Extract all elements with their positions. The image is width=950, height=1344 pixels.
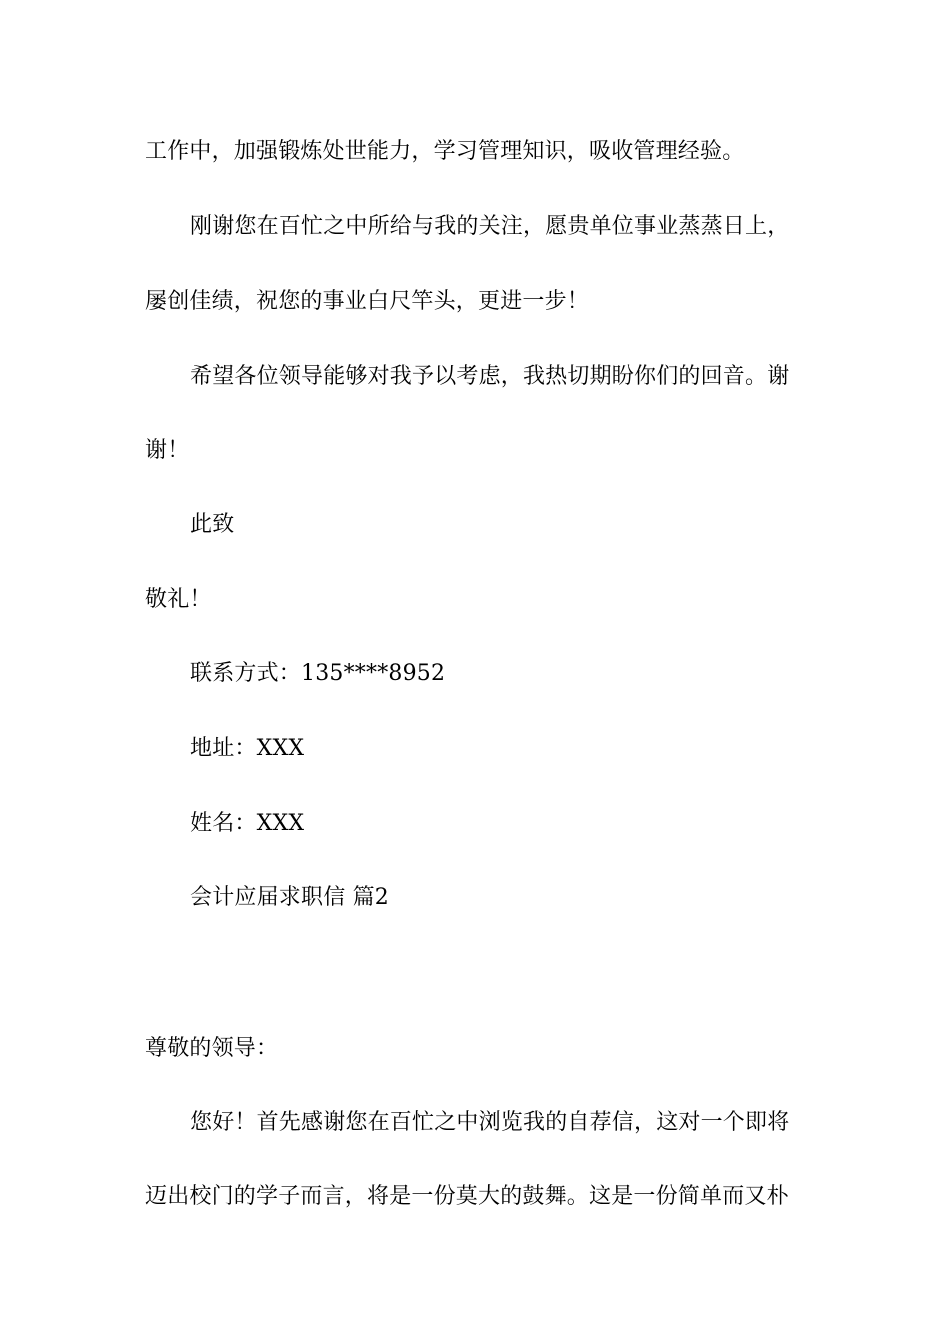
- paragraph-line: 屡创佳绩，祝您的事业白尺竿头，更进一步！: [145, 289, 590, 314]
- name-info: 姓名：XXX: [190, 811, 305, 836]
- paragraph-line: 谢！: [145, 438, 190, 463]
- paragraph-line: 刚谢您在百忙之中所给与我的关注，愿贵单位事业蒸蒸日上，: [190, 214, 790, 239]
- paragraph-line: 您好！首先感谢您在百忙之中浏览我的自荐信，这对一个即将: [190, 1110, 790, 1135]
- paragraph-line: 迈出校门的学子而言，将是一份莫大的鼓舞。这是一份简单而又朴: [145, 1184, 789, 1209]
- section-heading: 会计应届求职信 篇2: [190, 885, 389, 910]
- paragraph-line: 希望各位领导能够对我予以考虑，我热切期盼你们的回音。谢: [190, 364, 790, 389]
- greeting: 尊敬的领导：: [145, 1036, 279, 1061]
- closing-regards: 敬礼！: [145, 587, 212, 612]
- paragraph-line: 工作中，加强锻炼处世能力，学习管理知识，吸收管理经验。: [145, 139, 745, 164]
- contact-info: 联系方式：135****8952: [190, 661, 446, 686]
- address-info: 地址：XXX: [190, 736, 305, 761]
- closing-salutation: 此致: [190, 512, 235, 537]
